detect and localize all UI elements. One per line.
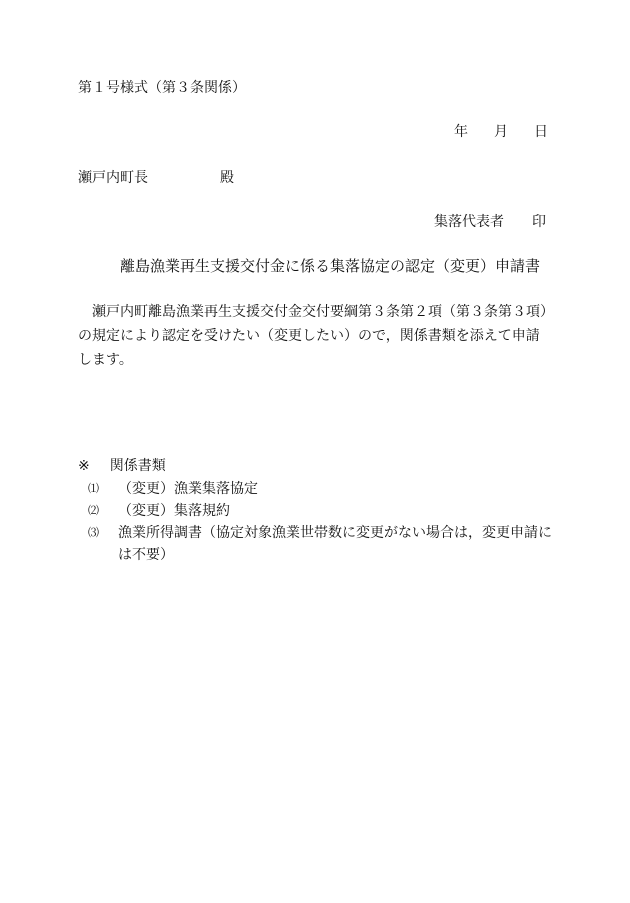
body-paragraph: 瀬戸内町離島漁業再生支援交付金交付要綱第３条第２項（第３条第３項）の規定により認定を受けたい（変更したい）ので，関係書類を添えて申請します。 (78, 304, 547, 368)
list-item (78, 500, 554, 522)
document-title: 離島漁業再生支援交付金に係る集落協定の認定（変更）申請書 (120, 257, 541, 275)
applicant-line (434, 212, 546, 232)
date-line (454, 122, 548, 142)
item-number: ⑴ (88, 482, 99, 495)
seal-mark: 印 (532, 214, 546, 230)
list-item (78, 478, 554, 500)
addressee-name: 瀬戸内町長 (78, 170, 148, 186)
year-label: 年 (454, 124, 468, 140)
addressee (78, 168, 234, 188)
form-number: 第１号様式（第３条関係） (78, 80, 246, 96)
day-label: 日 (534, 124, 548, 140)
item-text: 漁業所得調書（協定対象漁業世帯数に変更がない場合は，変更申請には不要） (118, 525, 552, 563)
note-mark: ※ (78, 458, 90, 474)
item-number: ⑶ (88, 526, 99, 539)
list-item (78, 522, 554, 566)
month-label: 月 (494, 124, 508, 140)
related-documents-label: 関係書類 (109, 458, 166, 474)
item-number: ⑵ (88, 504, 99, 517)
item-text: （変更）集落規約 (118, 503, 230, 519)
related-documents-heading (78, 456, 166, 476)
related-documents-list (78, 478, 554, 566)
item-text: （変更）漁業集落協定 (118, 481, 258, 497)
applicant-label: 集落代表者 (434, 214, 504, 230)
addressee-honorific: 殿 (220, 170, 234, 186)
